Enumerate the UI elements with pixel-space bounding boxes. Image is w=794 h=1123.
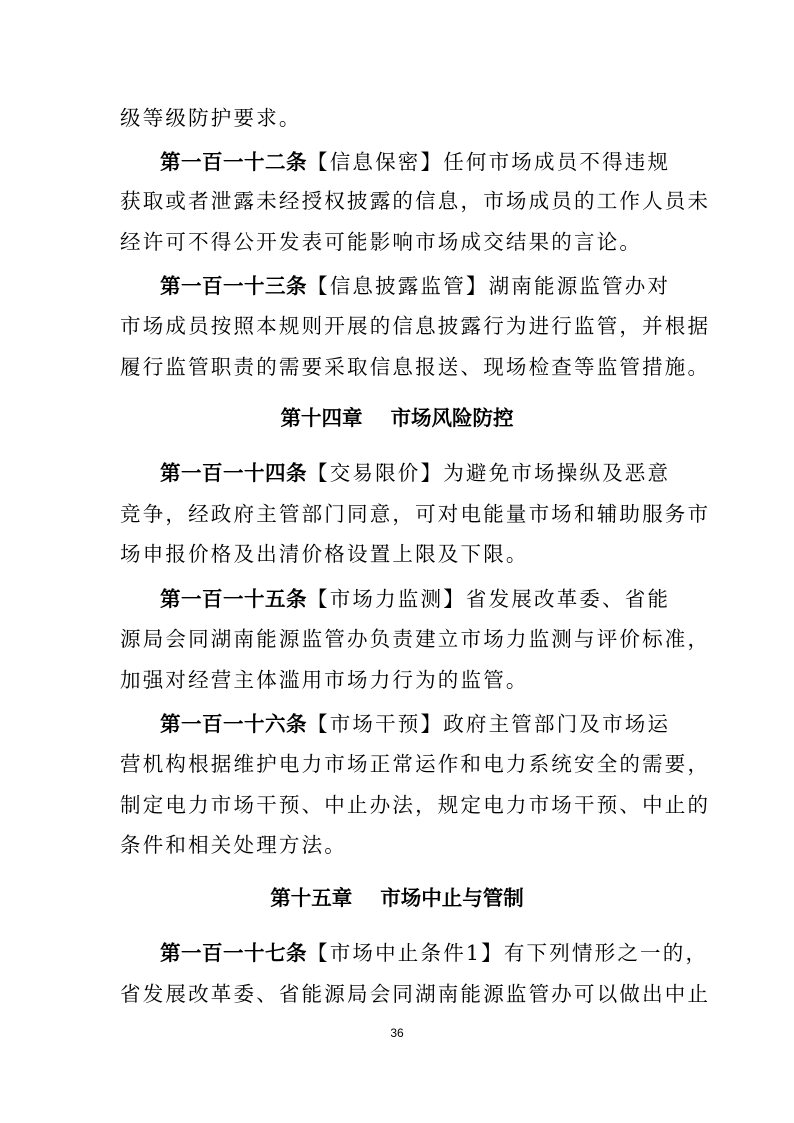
paragraph-line: 竞争，经政府主管部门同意，可对电能量市场和辅助服务市 [120,502,711,526]
paragraph-line: 省发展改革委、省能源局会同湖南能源监管办可以做出中止 [120,982,711,1006]
article-number: 第一百一十二条 [160,150,307,174]
article-text: 【市场干预】政府主管部门及市场运 [307,712,671,736]
chapter-number: 第十五章 [270,886,353,910]
paragraph-line: 场申报价格及出清价格设置上限及下限。 [120,542,529,566]
article-text: 【信息披露监管】湖南能源监管办对 [307,274,671,298]
article-117-first-line [160,940,709,966]
paragraph-line: 制定电力市场干预、中止办法，规定电力市场干预、中止的 [120,793,711,817]
paragraph-line: 加强对经营主体滥用市场力行为的监管。 [120,668,529,692]
chapter-title: 市场中止与管制 [380,886,524,910]
paragraph-line: 市场成员按照本规则开展的信息披露行为进行监管，并根据 [120,314,711,338]
article-number: 第一百一十三条 [160,274,307,298]
article-115-first-line [160,586,680,612]
article-number: 第一百一十七条 [160,941,307,965]
article-number: 第一百一十五条 [160,587,307,611]
article-113-first-line [160,273,680,299]
page-number: 36 [390,1026,404,1040]
paragraph-line: 条件和相关处理方法。 [120,833,347,857]
article-number: 第一百一十四条 [160,461,307,485]
article-116-first-line [160,711,680,737]
article-112-first-line [160,149,680,175]
article-text: 【市场中止条件1】有下列情形之一的， [307,941,709,965]
paragraph-line: 履行监管职责的需要采取信息报送、现场检查等监管措施。 [120,355,711,379]
paragraph-line: 经许可不得公开发表可能影响市场成交结果的言论。 [120,230,643,254]
paragraph-line: 获取或者泄露未经授权披露的信息，市场成员的工作人员未 [120,189,711,213]
article-text: 【交易限价】为避免市场操纵及恶意 [307,461,671,485]
article-text: 【市场力监测】省发展改革委、省能 [307,587,671,611]
paragraph-line: 源局会同湖南能源监管办负责建立市场力监测与评价标准， [120,627,711,651]
article-number: 第一百一十六条 [160,712,307,736]
chapter-15-heading [0,885,794,911]
article-114-first-line [160,460,680,486]
paragraph-line: 级等级防护要求。 [120,106,302,130]
paragraph-line: 营机构根据维护电力市场正常运作和电力系统安全的需要， [120,752,711,776]
article-text: 【信息保密】任何市场成员不得违规 [307,150,671,174]
chapter-number: 第十四章 [280,406,363,430]
chapter-14-heading [0,405,794,431]
chapter-title: 市场风险防控 [390,406,514,430]
